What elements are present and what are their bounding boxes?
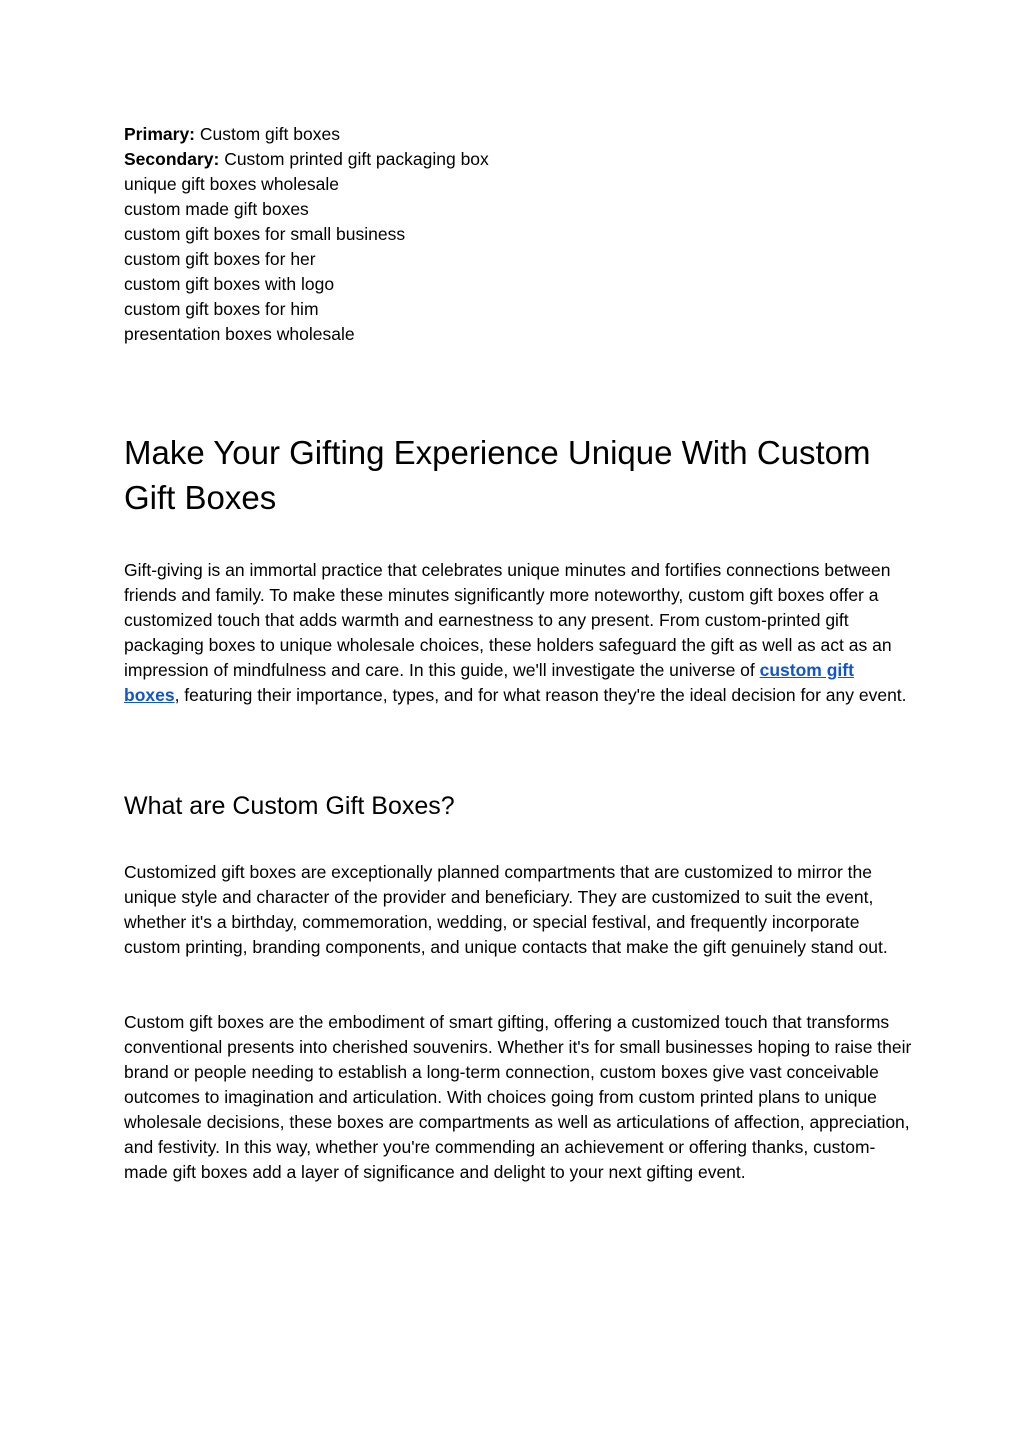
article-title: Make Your Gifting Experience Unique With Custom Gift Boxes xyxy=(124,434,871,516)
secondary-keyword-label: Secondary: xyxy=(124,149,220,169)
summary-paragraph: Custom gift boxes are the embodiment of smart gifting, offering a customized touch that transforms conventional presents into cherished souvenirs. Whether it's for small businesses hoping to raise their brand or people needing to establish a long-term connection, custom boxes give vast conceivable outcomes to imagination and articulation. With choices going from custom printed plans to unique wholesale decisions, these boxes are compartments as well as articulations of affection, appreciation, and festivity. In this way, whether you're commending an achievement or offering thanks, custom-made gift boxes add a layer of significance and delight to your next gifting event. xyxy=(124,1012,912,1182)
primary-keyword xyxy=(124,122,914,147)
keyword-item: unique gift boxes wholesale xyxy=(124,174,340,194)
primary-keyword-label: Primary: xyxy=(124,124,196,144)
intro-text-before-link: Gift-giving is an immortal practice that celebrates unique minutes and fortifies connections between friends and family. To make these minutes significantly more noteworthy, custom gift boxes offer a customized touch that adds warmth and earnestness to any present. From custom-printed gift packaging boxes to unique wholesale choices, these holders safeguard the gift as well as act as an impression of mindfulness and care. In this guide, we'll investigate the universe of xyxy=(124,560,892,680)
secondary-keyword-value: Custom printed gift packaging box xyxy=(224,149,489,169)
document-page xyxy=(124,122,914,1182)
section-heading: What are Custom Gift Boxes? xyxy=(124,792,455,820)
intro-paragraph xyxy=(124,558,914,708)
keyword-item: custom gift boxes with logo xyxy=(124,274,335,294)
custom-gift-boxes-link[interactable]: custom gift boxes xyxy=(124,660,854,705)
keyword-item: custom gift boxes for her xyxy=(124,249,316,269)
keyword-item: custom gift boxes for small business xyxy=(124,224,406,244)
definition-paragraph: Customized gift boxes are exceptionally planned compartments that are customized to mirror the unique style and character of the provider and beneficiary. They are customized to suit the event, whether it's a birthday, commemoration, wedding, or special festival, and frequently incorporate custom printing, branding components, and unique contacts that make the gift genuinely stand out. xyxy=(124,862,888,957)
keyword-item: custom made gift boxes xyxy=(124,199,309,219)
keyword-item: custom gift boxes for him xyxy=(124,299,319,319)
intro-text-after-link: , featuring their importance, types, and for what reason they're the ideal decision for any event. xyxy=(174,685,907,705)
secondary-keyword xyxy=(124,147,914,172)
primary-keyword-value: Custom gift boxes xyxy=(199,124,340,144)
keyword-item: presentation boxes wholesale xyxy=(124,324,355,344)
keyword-list xyxy=(124,122,914,347)
